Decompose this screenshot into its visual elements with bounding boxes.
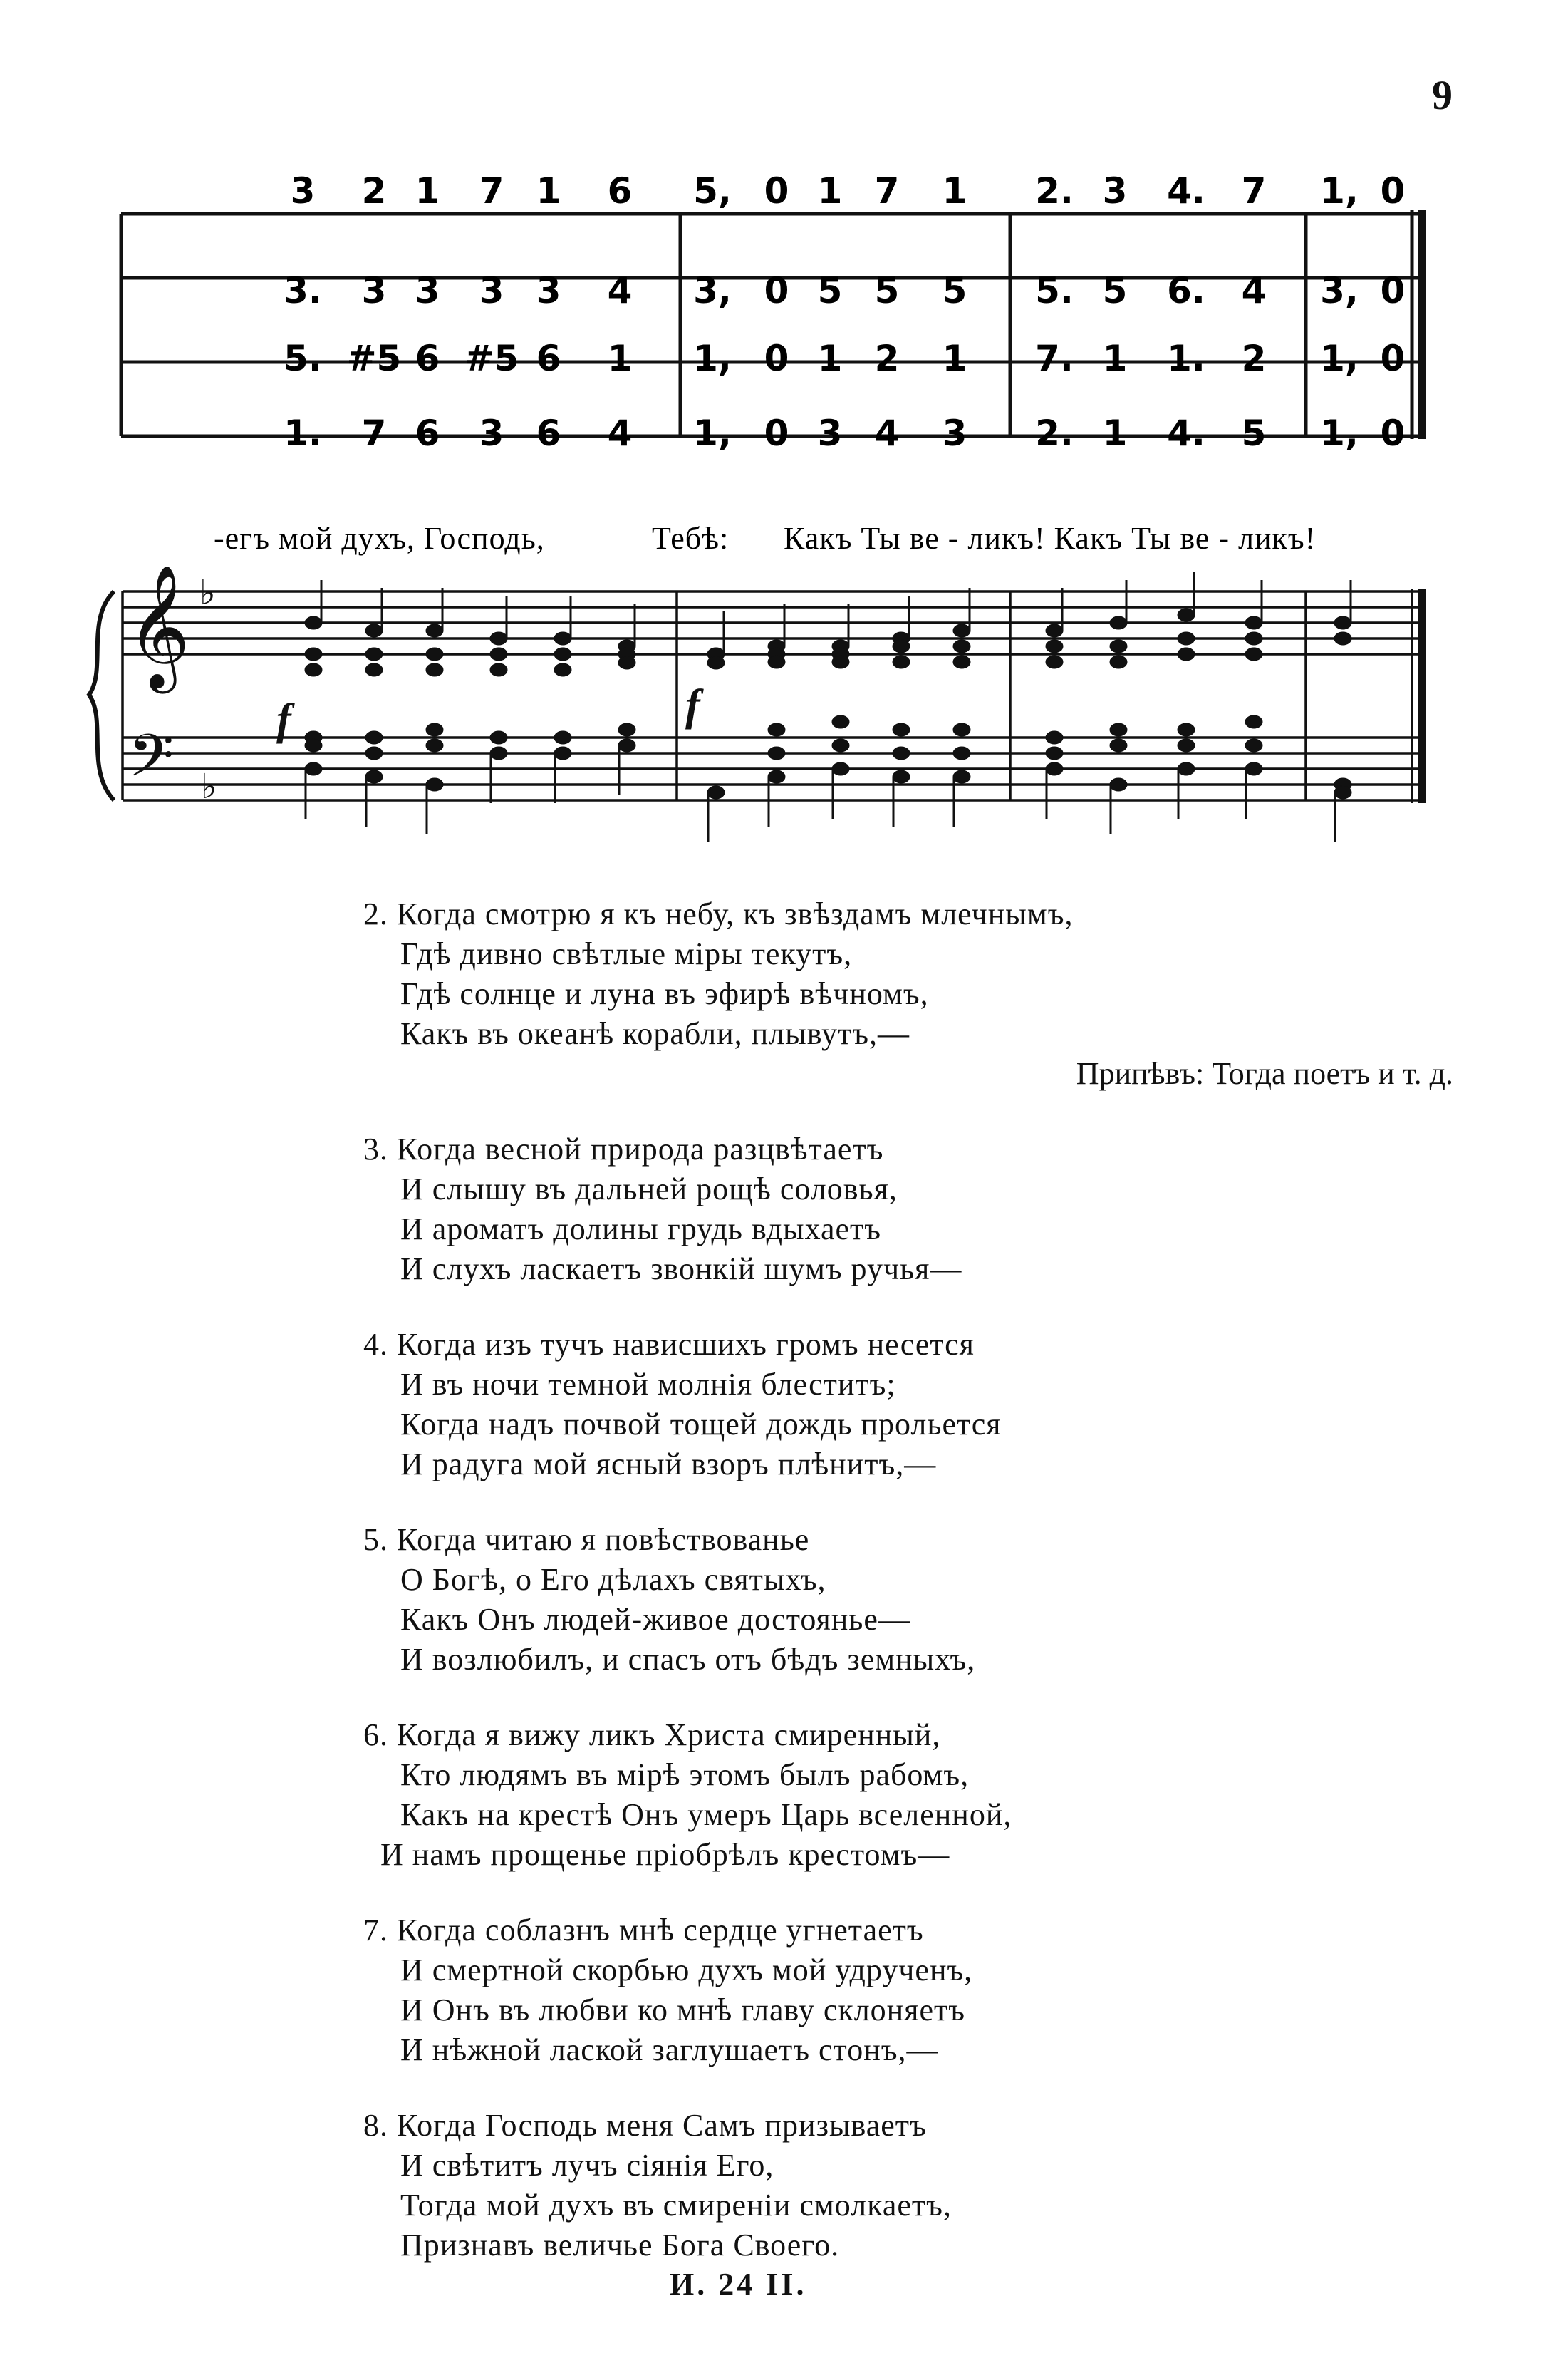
note-head [768, 723, 785, 736]
note-head [893, 723, 910, 736]
numeric-note: 3 [536, 270, 561, 311]
numeric-note: 5 [1102, 270, 1128, 311]
note-head [707, 786, 725, 799]
note-head [832, 762, 849, 775]
note-head [1245, 648, 1262, 661]
numeric-note: 0 [1380, 270, 1406, 311]
numeric-note: 2 [874, 338, 900, 379]
music-score [0, 0, 1568, 891]
numeric-note: 6. [1167, 270, 1205, 311]
dynamic-forte: f [276, 695, 291, 744]
note-head [1110, 723, 1127, 736]
numeric-note: 1 [607, 338, 633, 379]
numeric-note: 3 [942, 413, 967, 454]
numeric-note: 1, [693, 413, 732, 454]
refrain-note: Припѣвъ: Тогда поетъ и т. д. [1076, 1056, 1453, 1091]
note-head [768, 770, 785, 783]
verses [363, 894, 1475, 2301]
verse-line: Тогда мой духъ въ смиреніи смолкаетъ, [400, 2188, 952, 2223]
numeric-note: 6 [415, 413, 440, 454]
verse-3 [363, 1129, 1475, 1289]
page-number: 9 [1432, 72, 1453, 118]
note-head [832, 715, 849, 728]
verse-line: И возлюбилъ, и спасъ отъ бѣдъ земныхъ, [400, 1642, 976, 1677]
numeric-note: 5 [817, 270, 843, 311]
numeric-note: 7 [1241, 170, 1267, 212]
note-head [365, 770, 383, 783]
note-head [1245, 739, 1262, 752]
note-head [893, 656, 910, 668]
note-head [1178, 648, 1195, 661]
note-head [953, 656, 970, 668]
note-head [1245, 762, 1262, 775]
note-head [1245, 632, 1262, 645]
verse-6 [363, 1715, 1475, 1875]
note-head [1046, 747, 1063, 760]
numeric-note: 1 [942, 338, 967, 379]
note-head [953, 770, 970, 783]
numeric-note: 2. [1035, 170, 1074, 212]
note-head [1046, 640, 1063, 653]
note-head [893, 747, 910, 760]
numeric-note: 3 [1102, 170, 1128, 212]
numeric-note: 3. [284, 270, 322, 311]
footer-signature: И. 24 II. [670, 2267, 807, 2302]
numeric-note: 6 [536, 413, 561, 454]
note-head [953, 640, 970, 653]
numeric-note: 1 [1102, 413, 1128, 454]
note-head [832, 739, 849, 752]
dynamic-forte: f [685, 681, 700, 730]
verse-line: 4. Когда изъ тучъ нависшихъ громъ несется [363, 1327, 975, 1362]
numeric-note: 5, [693, 170, 732, 212]
verse-2 [363, 894, 1475, 1094]
numeric-note: 4 [607, 413, 633, 454]
numeric-note: 6 [607, 170, 633, 212]
note-head [426, 778, 443, 791]
numeric-note: 7 [874, 170, 900, 212]
verse-line: И радуга мой ясный взоръ плѣнитъ,— [400, 1447, 937, 1481]
note-head [365, 731, 383, 744]
numeric-note: #5 [464, 338, 519, 379]
numeric-note: 3, [693, 270, 732, 311]
note-head [1046, 624, 1063, 637]
note-head [426, 663, 443, 676]
verse-4 [363, 1325, 1475, 1484]
note-head [490, 747, 507, 760]
numeric-note: 0 [1380, 413, 1406, 454]
verse-line: Гдѣ дивно свѣтлые міры текутъ, [400, 936, 853, 971]
note-head [1046, 656, 1063, 668]
verse-line: 2. Когда смотрю я къ небу, къ звѣздамъ млечнымъ, [363, 896, 1074, 931]
note-head [490, 648, 507, 661]
note-head [768, 747, 785, 760]
note-head [554, 731, 571, 744]
numeric-note: 3 [479, 413, 504, 454]
note-head [554, 747, 571, 760]
note-head [305, 648, 322, 661]
numeric-note: 6 [536, 338, 561, 379]
note-head [618, 656, 635, 669]
verse-line: 5. Когда читаю я повѣствованье [363, 1522, 810, 1557]
note-head [426, 624, 443, 637]
note-head [426, 739, 443, 752]
note-head [1245, 715, 1262, 728]
note-head [1178, 723, 1195, 736]
numeric-note: 4 [607, 270, 633, 311]
verse-line: Какъ на крестѣ Онъ умеръ Царь вселенной, [400, 1797, 1012, 1832]
numeric-note: 5 [1241, 413, 1267, 454]
note-head [365, 648, 383, 661]
verse-line: 7. Когда соблазнъ мнѣ сердце угнетаетъ [363, 1913, 924, 1948]
note-head [490, 663, 507, 676]
numeric-note: 5 [942, 270, 967, 311]
note-head [365, 624, 383, 637]
note-head [618, 739, 635, 752]
numeric-note: 1. [284, 413, 322, 454]
verse-line: Признавъ величье Бога Своего. [400, 2228, 840, 2262]
numeric-note: 3, [1320, 270, 1359, 311]
verse-line: Какъ въ океанѣ корабли, плывутъ,— [400, 1016, 910, 1051]
verse-line: И свѣтитъ лучъ сіянія Его, [400, 2148, 774, 2183]
note-head [554, 648, 571, 661]
numeric-note: 7. [1035, 338, 1074, 379]
numeric-note: 0 [1380, 338, 1406, 379]
numeric-note: 1 [817, 338, 843, 379]
note-head [1245, 616, 1262, 629]
numeric-note: 1, [1320, 170, 1359, 212]
note-head [768, 656, 785, 668]
numeric-note: 4. [1167, 413, 1205, 454]
lyric-part1: -егъ мой духъ, Господь, [214, 521, 545, 556]
numeric-note: 6 [415, 338, 440, 379]
note-head [305, 616, 322, 629]
numeric-note: 3 [290, 170, 316, 212]
note-head [1110, 656, 1127, 668]
numeric-note: 1, [1320, 413, 1359, 454]
note-head [953, 624, 970, 637]
numeric-note: #5 [346, 338, 402, 379]
note-head [1178, 609, 1195, 621]
numeric-note: 1 [1102, 338, 1128, 379]
note-head [1334, 632, 1351, 645]
numeric-note: 1 [415, 170, 440, 212]
note-head [1110, 739, 1127, 752]
note-head [618, 723, 635, 736]
note-head [1046, 762, 1063, 775]
lyric-part3: Какъ Ты ве - ликъ! Какъ Ты ве - ликъ! [784, 521, 1317, 556]
verse-line: О Богѣ, о Его дѣлахъ святыхъ, [400, 1562, 826, 1597]
note-head [365, 747, 383, 760]
verse-5 [363, 1520, 1475, 1680]
numeric-note: 2. [1035, 413, 1074, 454]
verse-line: И нѣжной лаской заглушаетъ стонъ,— [400, 2032, 939, 2067]
numeric-note: 7 [479, 170, 504, 212]
verse-line: 3. Когда весной природа разцвѣтаетъ [363, 1132, 884, 1167]
verse-line: Гдѣ солнце и луна въ эфирѣ вѣчномъ, [400, 976, 929, 1011]
numeric-note: 1. [1167, 338, 1205, 379]
note-head [554, 632, 571, 645]
flat-icon: ♭ [199, 573, 216, 613]
numeric-note: 1 [817, 170, 843, 212]
numeric-note: 7 [361, 413, 387, 454]
numeric-note: 4. [1167, 170, 1205, 212]
numeric-note: 1 [536, 170, 561, 212]
numeric-note: 5. [284, 338, 322, 379]
note-head [305, 663, 322, 676]
verse-line: И слухъ ласкаетъ звонкій шумъ ручья— [400, 1251, 962, 1286]
note-head [490, 632, 507, 645]
numeric-note: 0 [1380, 170, 1406, 212]
verse-line: И ароматъ долины грудь вдыхаетъ [400, 1211, 882, 1246]
numeric-note: 3 [817, 413, 843, 454]
numeric-staff [121, 210, 1425, 439]
numeric-note: 2 [361, 170, 387, 212]
verse-line: И Онъ въ любви ко мнѣ главу склоняетъ [400, 1992, 965, 2027]
verse-line: И смертной скорбью духъ мой удрученъ, [400, 1953, 973, 1987]
note-head [1110, 640, 1127, 653]
verse-line: Кто людямъ въ мірѣ этомъ былъ рабомъ, [400, 1757, 970, 1792]
verse-8 [363, 2106, 1475, 2265]
note-head [707, 656, 725, 669]
numeric-note: 0 [764, 413, 789, 454]
numeric-note: 3 [361, 270, 387, 311]
note-head [1178, 739, 1195, 752]
treble-clef-icon: 𝄞 [127, 564, 190, 688]
note-head [1046, 731, 1063, 744]
numeric-note: 5 [874, 270, 900, 311]
note-head [832, 656, 849, 668]
verse-7 [363, 1910, 1475, 2070]
note-head [1178, 632, 1195, 645]
note-head [893, 770, 910, 783]
numeric-note: 0 [764, 338, 789, 379]
note-head [426, 723, 443, 736]
bass-clef-icon: 𝄢 [128, 721, 175, 805]
verse-line: И слышу въ дальней рощѣ соловья, [400, 1172, 898, 1206]
verse-line: 6. Когда я вижу ликъ Христа смиренный, [363, 1717, 941, 1752]
numeric-note: 4 [874, 413, 900, 454]
lyric-part2: Тебѣ: [652, 521, 730, 556]
note-head [305, 762, 322, 775]
verse-line: 8. Когда Господь меня Самъ призываетъ [363, 2108, 927, 2143]
note-head [1178, 762, 1195, 775]
numeric-note: 0 [764, 270, 789, 311]
note-head [1334, 786, 1351, 799]
verse-line: И намъ прощенье пріобрѣлъ крестомъ— [380, 1837, 950, 1872]
flat-icon: ♭ [201, 767, 217, 807]
note-head [953, 723, 970, 736]
numeric-note: 3 [479, 270, 504, 311]
numeric-note: 2 [1241, 338, 1267, 379]
note-head [893, 640, 910, 653]
numeric-note: 3 [415, 270, 440, 311]
numeric-note: 0 [764, 170, 789, 212]
numeric-note: 1, [693, 338, 732, 379]
numeric-note: 1, [1320, 338, 1359, 379]
verse-line: И въ ночи темной молнія блеститъ; [400, 1367, 896, 1402]
numeric-note: 1 [942, 170, 967, 212]
numeric-note: 4 [1241, 270, 1267, 311]
numeric-note: 5. [1035, 270, 1074, 311]
note-head [365, 663, 383, 676]
note-head [554, 663, 571, 676]
note-head [1334, 616, 1351, 629]
note-head [490, 731, 507, 744]
chords [305, 572, 1351, 842]
note-head [1110, 616, 1127, 629]
note-head [426, 648, 443, 661]
note-head [953, 747, 970, 760]
verse-line: Какъ Онъ людей-живое достоянье— [400, 1602, 910, 1637]
note-head [305, 739, 322, 752]
note-head [1110, 778, 1127, 791]
verse-line: Когда надъ почвой тощей дождь прольется [400, 1407, 1002, 1442]
